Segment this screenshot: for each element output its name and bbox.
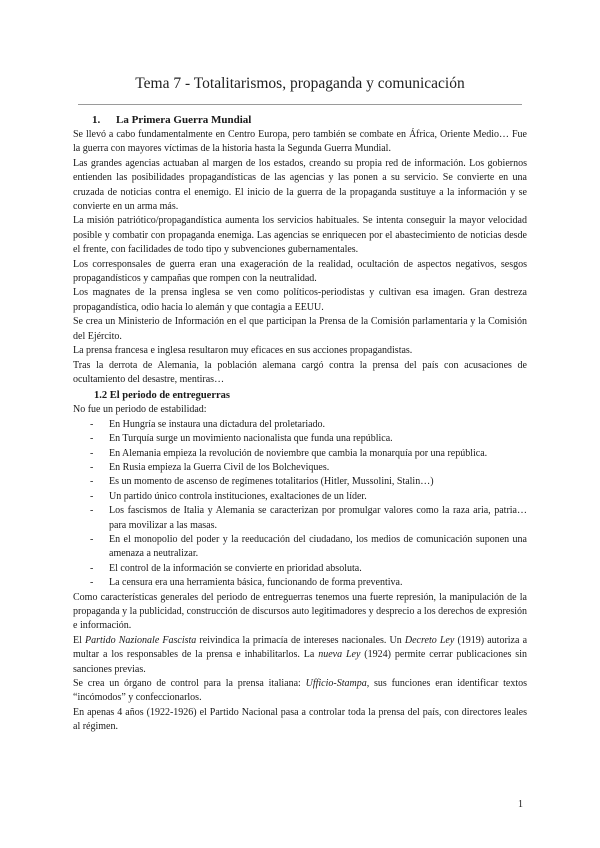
paragraph: Tras la derrota de Alemania, la población alemana cargó contra la prensa del país con acusaciones de ocultamiento del desastre, mentiras…	[73, 359, 527, 385]
paragraph	[73, 634, 527, 677]
paragraph: Los magnates de la prensa inglesa se ven como políticos-periodistas y cultivan esa imagen. Gran destreza propagandística, odio hacia lo alemán y que contagia a EEUU.	[73, 287, 527, 313]
list-item: - El control de la información se convierte en prioridad absoluta.	[73, 562, 527, 576]
paragraph: En apenas 4 años (1922-1926) el Partido Nacional pasa a controlar toda la prensa del país, con directores leales al régimen.	[73, 706, 527, 733]
italic-term: Ufficio-Stampa,	[305, 678, 370, 690]
text-run: El	[73, 634, 86, 646]
paragraph	[73, 677, 527, 706]
section-number: 1.	[92, 114, 101, 126]
subsection-heading: 1.2 El periodo de entreguerras	[94, 390, 230, 402]
paragraph: Las grandes agencias actuaban al margen de los estados, creando su propia red de información. Los gobiernos entienden las posibilidades propagandísticas de las agencias y las ponen a su servicio. Se convierte en una cruzada de noticias contra el enemigo. El inicio de la guerra de la propaganda sustituye a la información y se convierte en un arma más.	[73, 157, 527, 213]
document-body	[73, 112, 527, 735]
text-run: (1919) autoriza a multar a los responsables de la prensa e inhabilitarlos. La	[73, 634, 528, 661]
list-item: - Un partido único controla instituciones, exaltaciones de un líder.	[73, 490, 527, 504]
title-divider	[78, 104, 522, 105]
paragraph: No fue un periodo de estabilidad:	[73, 404, 207, 416]
paragraph: Se llevó a cabo fundamentalmente en Centro Europa, pero también se combate en África, Oriente Medio… Fue la guerra con mayores víctimas de la historia hasta la Segunda Guerra Mundial.	[73, 129, 527, 155]
bullet-list	[73, 418, 527, 591]
paragraph: Los corresponsales de guerra eran una exageración de la realidad, ocultación de aspectos negativos, sesgos propagandísticos y campañas que rompen con la neutralidad.	[73, 258, 527, 285]
page-number: 1	[518, 799, 523, 810]
text-run: (1924) permite cerrar publicaciones sin sanciones previas.	[73, 649, 527, 675]
section-title: La Primera Guerra Mundial	[116, 114, 252, 126]
paragraph: La prensa francesa e inglesa resultaron muy eficaces en sus acciones propagandistas.	[73, 345, 413, 357]
italic-term: nueva Ley	[318, 649, 361, 661]
paragraph: Como características generales del periodo de entreguerras tenemos una fuerte represión, la manipulación de la propaganda y la publicidad, construcción de discursos auto legitimadores y desprecio a los derechos de expresión e información.	[73, 591, 527, 632]
list-item: - En Rusia empieza la Guerra Civil de los Bolcheviques.	[73, 461, 527, 475]
text-run: sus funciones eran identificar textos “incómodos” y confeccionarlos.	[73, 678, 527, 704]
text-run: reivindica la primacía de intereses nacionales. Un	[196, 634, 405, 646]
italic-term: Decreto Ley	[404, 634, 455, 646]
paragraph: Se crea un Ministerio de Información en el que participan la Prensa de la Comisión parlamentaria y la Comisión del Ejército.	[73, 316, 527, 342]
italic-term: Partido Nazionale Fascista	[85, 634, 197, 646]
list-item: - En el monopolio del poder y la reeducación del ciudadano, los medios de comunicación suponen una amenaza a neutralizar.	[73, 533, 527, 562]
section-heading	[92, 112, 527, 128]
list-item: - Los fascismos de Italia y Alemania se caracterizan por promulgar valores como la raza aria, patria… para movilizar a las masas.	[73, 504, 527, 533]
text-run: Se crea un órgano de control para la prensa italiana:	[73, 678, 306, 690]
document-title: Tema 7 - Totalitarismos, propaganda y comunicación	[135, 75, 465, 92]
list-item: - La censura era una herramienta básica, funcionando de forma preventiva.	[73, 576, 527, 590]
list-item: - En Hungría se instaura una dictadura del proletariado.	[73, 418, 527, 432]
list-item: - Es un momento de ascenso de regímenes totalitarios (Hitler, Mussolini, Stalin…)	[73, 475, 527, 489]
paragraph: La misión patriótico/propagandística aumenta los servicios habituales. Se intenta conseguir la mayor velocidad posible y combatir con propaganda enemiga. Las agencias se enriquecen por el abastecimiento de noticias desde el frente, con facilidades de todo tipo y subvenciones gubernamentales.	[73, 215, 527, 256]
list-item: - En Alemania empieza la revolución de noviembre que cambia la monarquía por una república.	[73, 447, 527, 461]
list-item: - En Turquía surge un movimiento nacionalista que funda una república.	[73, 432, 527, 446]
